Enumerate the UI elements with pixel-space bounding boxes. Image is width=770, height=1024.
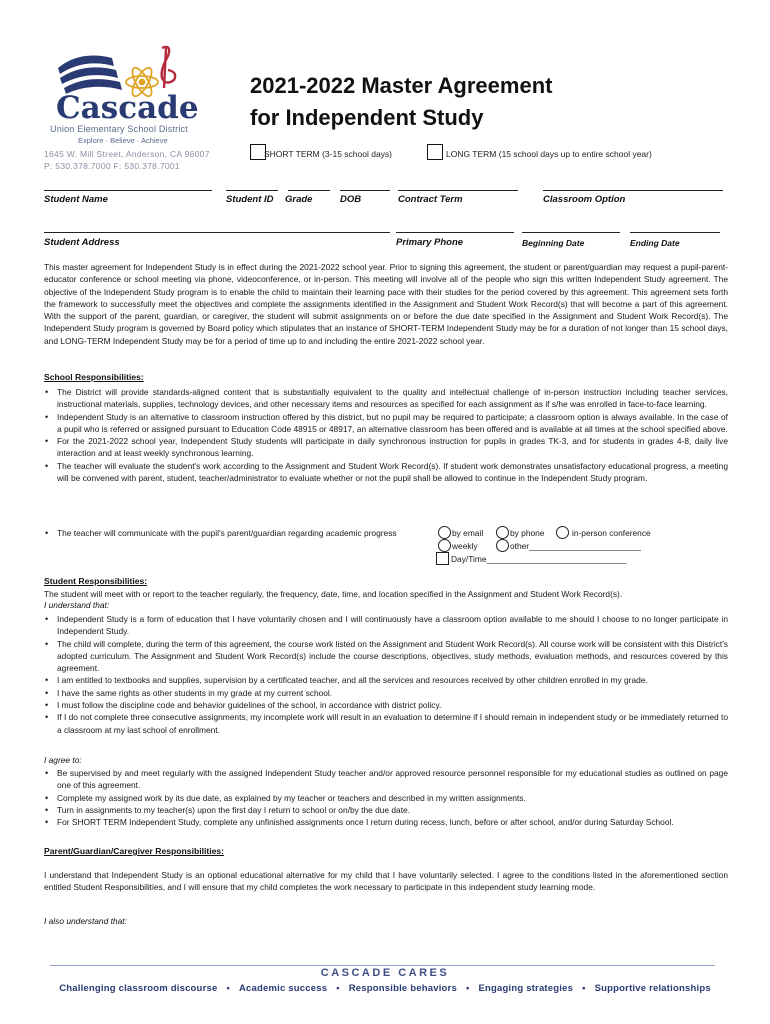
list-item: • The teacher will evaluate the student's work according to the Assignment and Student Work Record(s). If student work demonstrates unsatisfactory educational progress, a meeting will be convened with parent, student, teacher/administrator to evaluate whether or not the pupil shall be allowed to continue in the Independent Study program.: [44, 460, 728, 485]
i-agree-label: I agree to:: [44, 755, 82, 765]
understand-list: [44, 613, 728, 736]
district-motto: Explore · Believe · Achieve: [78, 136, 168, 145]
i-also-understand-label: I also understand that:: [44, 916, 127, 926]
parent-responsibilities-paragraph: I understand that Independent Study is an optional educational alternative for my child that I have voluntarily selected. I agree to the conditions listed in the aforementioned section entitled Student Responsibilities, and I will ensure that my child completes the work necessary to participate in this independent study learning mode.: [44, 870, 728, 893]
list-item: • If I do not complete three consecutive assignments, my incomplete work will result in an evaluation to determine if I should remain in independent study or be immediately returned to a classroom at my last school of enrollment.: [44, 711, 728, 736]
list-item: • Complete my assigned work by its due date, as explained by my teacher or teachers and described in my written assignments.: [44, 792, 728, 804]
by-phone-label: by phone: [510, 528, 545, 538]
student-id-field[interactable]: [226, 190, 278, 191]
address-line-1: 1645 W. Mill Street, Anderson, CA 96007: [44, 149, 210, 159]
list-item: • I have the same rights as other students in my grade at my current school.: [44, 687, 728, 699]
parent-responsibilities-heading: Parent/Guardian/Caregiver Responsibilities:: [44, 846, 225, 856]
student-address-label: Student Address: [44, 237, 120, 248]
by-email-radio[interactable]: [438, 526, 451, 539]
grade-field[interactable]: [288, 190, 330, 191]
in-person-label: in-person conference: [572, 528, 651, 538]
long-term-label: LONG TERM (15 school days up to entire school year): [446, 149, 652, 159]
bullet-separator: •: [226, 983, 230, 994]
weekly-radio[interactable]: [438, 539, 451, 552]
logo-wordmark: Cascade: [56, 90, 199, 126]
beginning-date-label: Beginning Date: [522, 238, 585, 248]
classroom-option-field[interactable]: [543, 190, 723, 191]
bullet-separator: •: [336, 983, 340, 994]
in-person-radio[interactable]: [556, 526, 569, 539]
list-item: • The District will provide standards-aligned content that is substantially equivalent to the quality and intellectual challenge of in-person instruction including teacher services, instructional materials, supplies, technology devices, and other necessary items and resources as specified for each assignment as if s/he was enrolled in face-to-face learning.: [44, 386, 728, 411]
agree-list: [44, 767, 728, 828]
primary-phone-field[interactable]: [396, 232, 514, 233]
intro-paragraph: This master agreement for Independent Study is in effect during the 2021-2022 school year. Prior to signing this agreement, the student or parent/guardian may request a pupil-parent-educator conference or school meeting via phone, videoconference, or in-person. This meeting will involve all of the people who sign this written Independent Study agreement. The objective of the Independent Study program is to enable the child to maintain their learning pace with their studies for the period covered by this agreement. This agreement sets forth the framework to successfully meet the objectives and complete the assignments identified in the Assignment and Student Work Record(s) that will become a part of this agreement. With the support of the parent, guardian, or caregiver, the student will submit assignments on or before the due date specified in the Assignment and Student Work Record(s). The Independent Study program is governed by Board policy which stipulates that an instance of SHORT-TERM Independent Study may be for a duration of not longer than 15 school days, and LONG-TERM Independent Study may be for a period of time up to and including the entire 2021-2022 school year.: [44, 262, 728, 346]
list-item: • I must follow the discipline code and behavior guidelines of the school, in accordance with district policy.: [44, 699, 728, 711]
page-title: [250, 70, 552, 134]
footer-tag: Supportive relationships: [594, 983, 711, 994]
treble-clef-icon: [162, 47, 176, 88]
title-line-2: for Independent Study: [250, 105, 484, 130]
school-responsibilities-heading: School Responsibilities:: [44, 372, 144, 382]
list-item: • The teacher will communicate with the pupil's parent/guardian regarding academic progress: [44, 527, 444, 539]
i-understand-label: I understand that:: [44, 600, 110, 610]
student-id-label: Student ID: [226, 194, 274, 205]
contract-term-label: Contract Term: [398, 194, 463, 205]
footer-tag: Challenging classroom discourse: [59, 983, 218, 994]
list-item: • For SHORT TERM Independent Study, complete any unfinished assignments once I return during recess, lunch, before or after school, and/or during Saturday School.: [44, 816, 728, 828]
footer-title: CASCADE CARES: [320, 967, 450, 979]
beginning-date-field[interactable]: [522, 232, 620, 233]
communication-item: [44, 527, 444, 539]
other-field[interactable]: other________________________: [510, 541, 641, 551]
list-item: • The child will complete, during the term of this agreement, the course work listed on the Assignment and Student Work Record(s). All course work will be consistent with this District's adopted curriculum. The Assignment and Student Work Record(s) include the course descriptions, objectives, study methods, evaluation methods, and resources covered by this agreement.: [44, 638, 728, 675]
list-item: • Be supervised by and meet regularly with the assigned Independent Study teacher and/or approved resource personnel responsible for my educational studies as outlined on page one of this agreement.: [44, 767, 728, 792]
day-time-field[interactable]: Day/Time______________________________: [451, 554, 627, 564]
list-item: • Turn in assignments to my teacher(s) upon the first day I return to school or on/by the due date.: [44, 804, 728, 816]
bullet-separator: •: [465, 983, 470, 994]
list-item: • I am entitled to textbooks and supplies, supervision by a certificated teacher, and all the services and resources received by other children enrolled in my grade.: [44, 674, 728, 686]
footer-divider: [50, 965, 715, 966]
student-name-label: Student Name: [44, 194, 108, 205]
bullet-separator: •: [582, 983, 586, 994]
weekly-label: weekly: [452, 541, 478, 551]
contract-term-field[interactable]: [398, 190, 518, 191]
footer-tagline: [0, 983, 770, 994]
title-line-1: 2021-2022 Master Agreement: [250, 73, 553, 98]
district-line: Union Elementary School District: [50, 124, 188, 134]
district-address: [44, 148, 210, 172]
classroom-option-label: Classroom Option: [543, 194, 626, 205]
school-responsibilities-list: [44, 386, 728, 484]
footer-tag: Academic success: [238, 983, 328, 994]
address-line-2: P: 530.378.7000 F: 530.378.7001: [44, 161, 180, 171]
list-item: • Independent Study is a form of education that I have voluntarily chosen and I will continuously have a classroom option available to me should I choose to no longer participate in Independent Study.: [44, 613, 728, 638]
grade-label: Grade: [285, 194, 313, 205]
dob-field[interactable]: [340, 190, 390, 191]
student-name-field[interactable]: [44, 190, 212, 191]
short-term-label: SHORT TERM (3-15 school days): [264, 149, 393, 159]
primary-phone-label: Primary Phone: [396, 237, 464, 248]
by-email-label: by email: [452, 528, 484, 538]
ending-date-field[interactable]: [630, 232, 720, 233]
day-time-checkbox[interactable]: [436, 552, 449, 565]
list-item: • For the 2021-2022 school year, Independent Study students will participate in daily synchronous instruction for pupils in grades TK-3, and for students in grades 4-8, daily live interaction and at least weekly synchronous learning.: [44, 435, 728, 460]
long-term-checkbox[interactable]: [427, 144, 443, 160]
footer-tag: Responsible behaviors: [348, 983, 457, 994]
dob-label: DOB: [340, 194, 362, 205]
footer-tag: Engaging strategies: [478, 983, 574, 994]
by-phone-radio[interactable]: [496, 526, 509, 539]
ending-date-label: Ending Date: [630, 238, 680, 248]
student-address-field[interactable]: [44, 232, 390, 233]
other-radio[interactable]: [496, 539, 509, 552]
student-responsibilities-heading: Student Responsibilities:: [44, 576, 148, 586]
list-item: • Independent Study is an alternative to classroom instruction offered by this district, but no pupil may be required to participate; a classroom option is always available. In the case of a pupil who is referred or assigned pursuant to Education Code 48915 or 48917, an alternative classroom has been offered and is available at all times at the school specified above.: [44, 411, 728, 436]
student-responsibilities-intro: The student will meet with or report to the teacher regularly, the frequency, date, time, and location specified in the Assignment and Student Work Record(s).: [44, 589, 623, 599]
books-icon: [58, 56, 122, 94]
